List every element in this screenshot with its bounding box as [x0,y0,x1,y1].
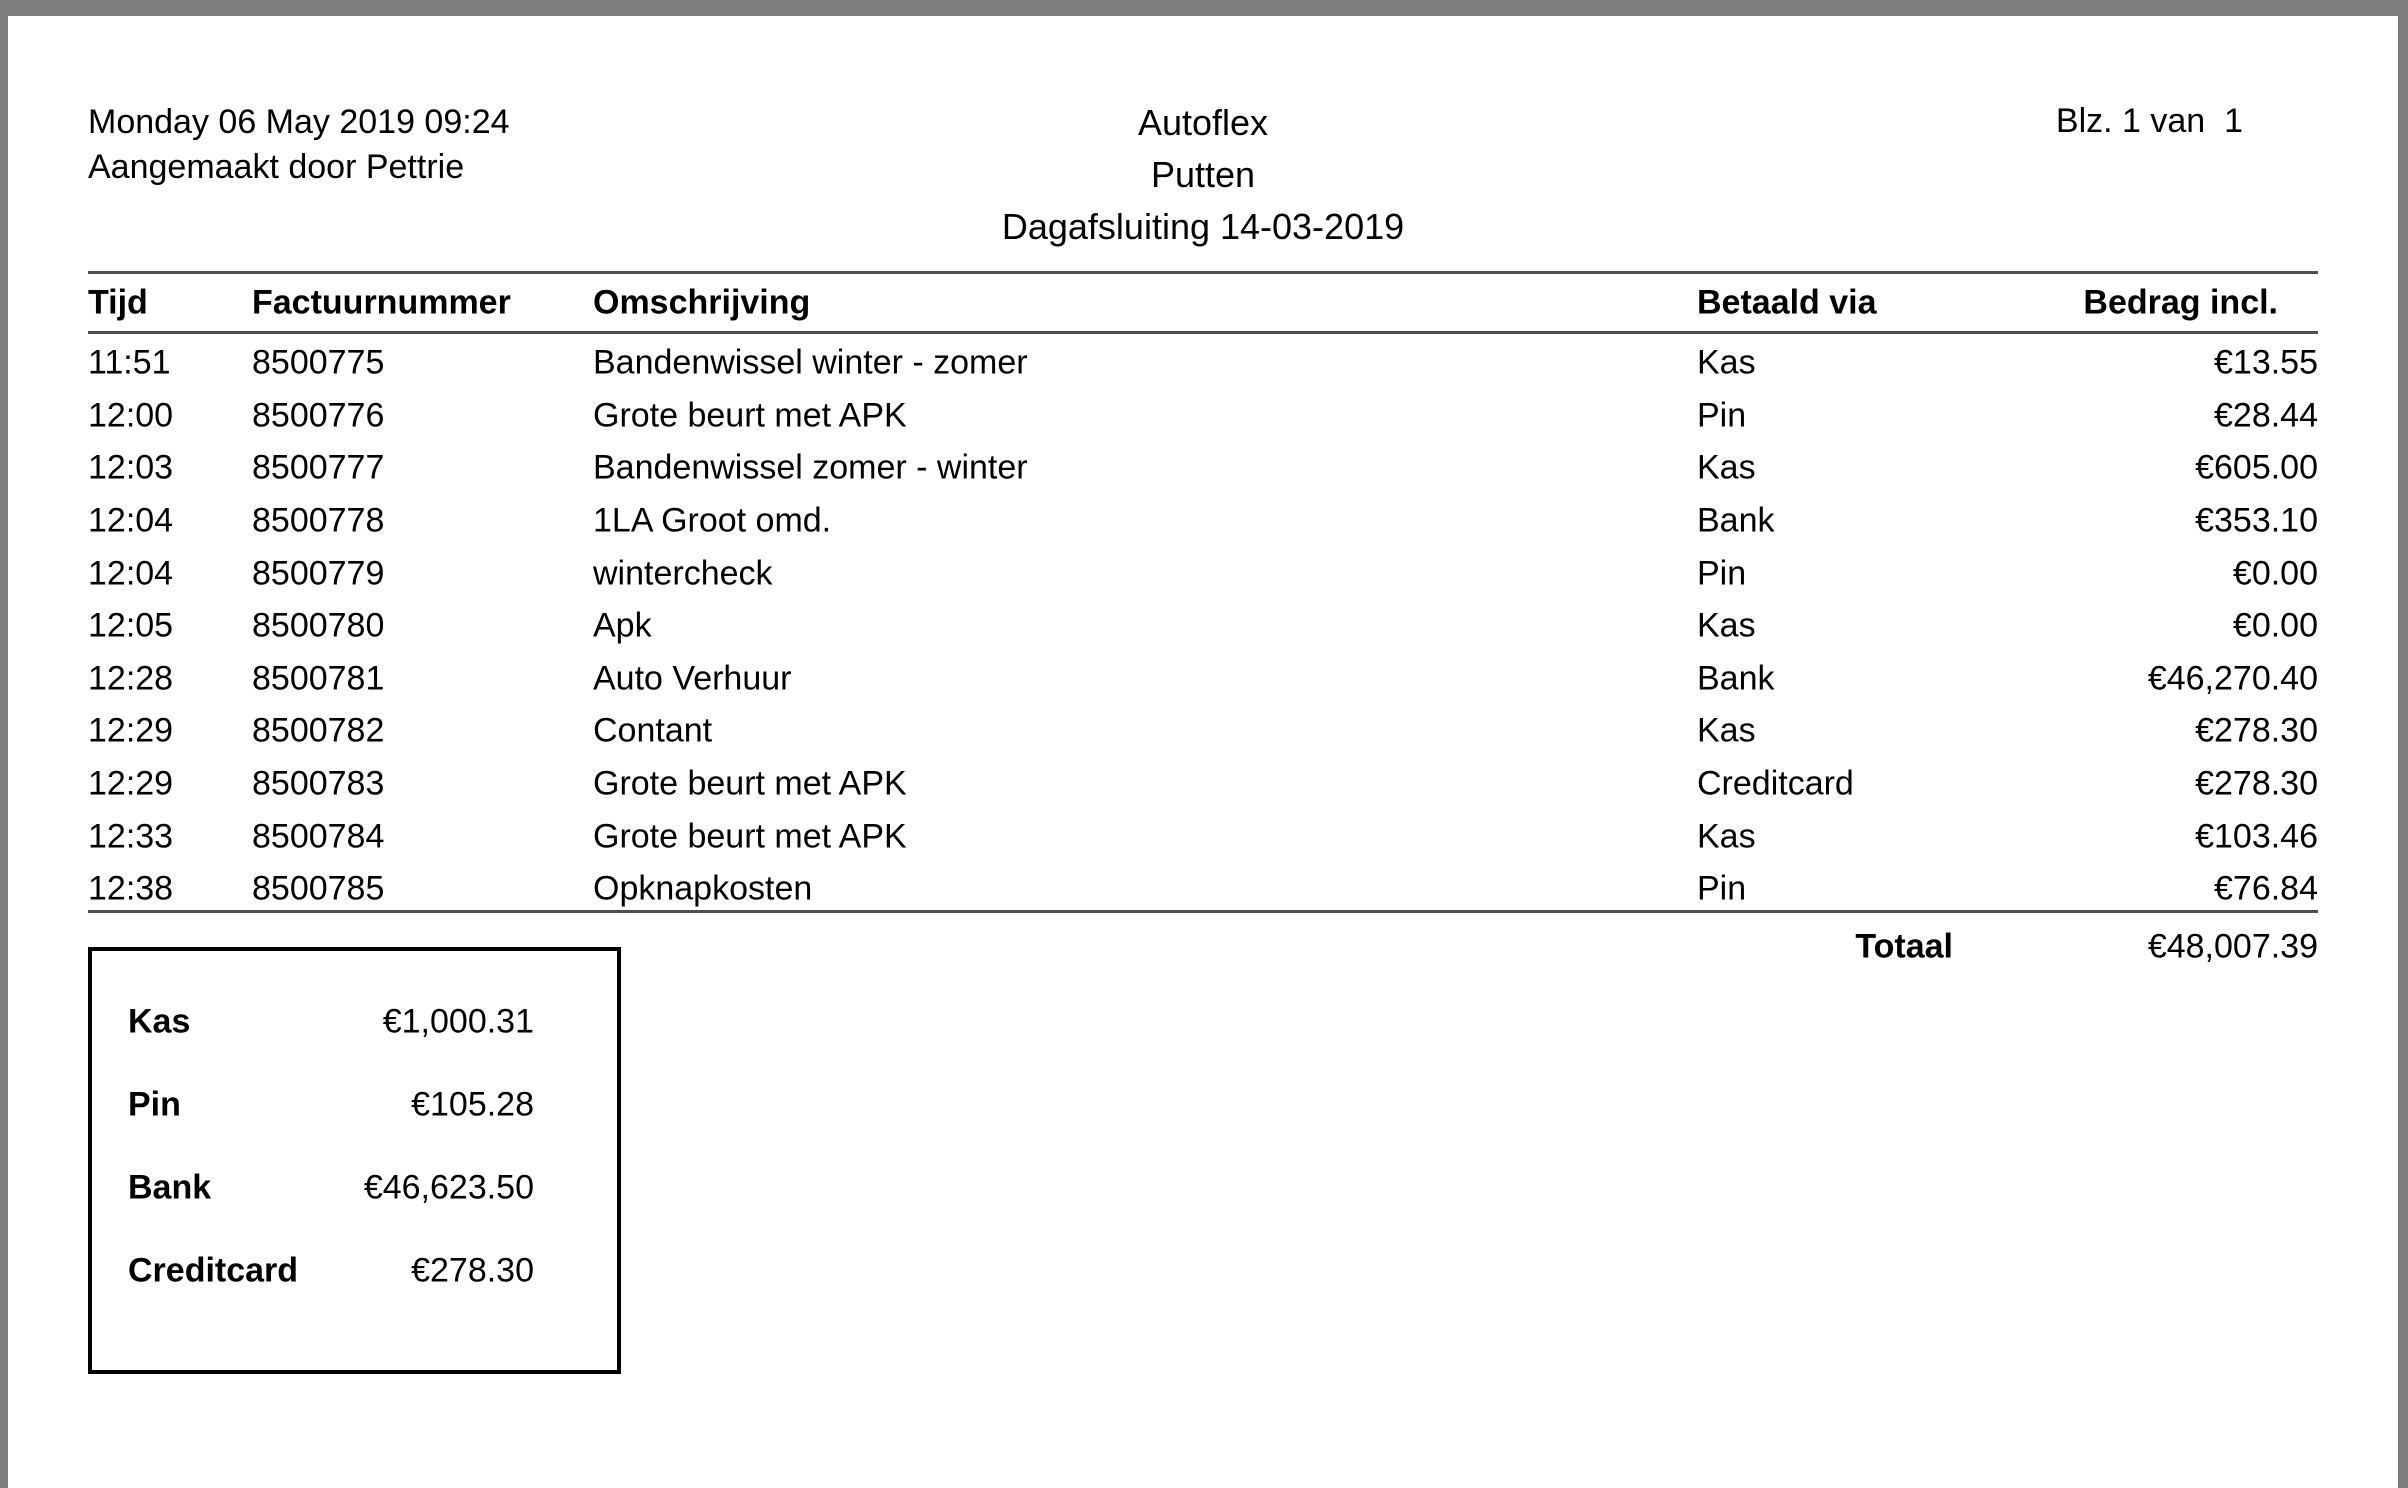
summary-method-value: €105.28 [411,1085,534,1123]
cell-bedrag: €0.00 [2232,554,2318,593]
cell-bedrag: €103.46 [2195,817,2318,856]
summary-method-label: Kas [128,1002,191,1040]
cell-omschrijving: Opknapkosten [593,869,813,908]
cell-betaald-via: Pin [1697,396,1747,435]
cell-bedrag: €278.30 [2195,764,2318,803]
cell-factuurnummer: 8500775 [252,343,385,382]
header-factuurnummer: Factuurnummer [252,283,511,322]
cell-factuurnummer: 8500777 [252,448,385,487]
report-title [88,97,2318,253]
cell-betaald-via: Bank [1697,501,1775,540]
header-tijd: Tijd [88,283,148,322]
company-location: Putten [1150,154,1256,195]
cell-bedrag: €13.55 [2214,343,2318,382]
cell-omschrijving: Bandenwissel winter - zomer [593,343,1028,382]
cell-tijd: 12:04 [88,501,174,540]
table-header-row [88,277,2318,330]
cell-betaald-via: Kas [1697,817,1756,856]
cell-betaald-via: Bank [1697,659,1775,698]
cell-bedrag: €353.10 [2195,501,2318,540]
table-row [88,863,2318,916]
created-by-text: Aangemaakt door Pettrie [88,148,465,186]
cell-tijd: 12:29 [88,711,174,750]
summary-method-label: Creditcard [128,1251,299,1289]
cell-bedrag: €46,270.40 [2147,659,2318,698]
cell-betaald-via: Pin [1697,869,1747,908]
table-row [88,442,2318,495]
header-omschrijving: Omschrijving [593,283,811,322]
cell-betaald-via: Pin [1697,554,1747,593]
cell-factuurnummer: 8500782 [252,711,385,750]
cell-bedrag: €0.00 [2232,606,2318,645]
total-value: €48,007.39 [2147,927,2318,966]
cell-omschrijving: Grote beurt met APK [593,396,907,435]
table-body [88,337,2318,916]
cell-betaald-via: Kas [1697,448,1756,487]
cell-tijd: 12:33 [88,817,174,856]
summary-method-label: Bank [128,1168,212,1206]
summary-row [92,1146,617,1229]
cell-bedrag: €76.84 [2214,869,2318,908]
cell-factuurnummer: 8500784 [252,817,385,856]
cell-bedrag: €605.00 [2195,448,2318,487]
cell-factuurnummer: 8500785 [252,869,385,908]
page-number: Blz. 1 van 1 [2055,102,2243,140]
summary-method-value: €46,623.50 [363,1168,534,1206]
table-row [88,705,2318,758]
table-row [88,810,2318,863]
header-betaald-via: Betaald via [1697,283,1877,322]
cell-tijd: 12:29 [88,764,174,803]
cell-tijd: 11:51 [88,343,171,382]
header-bedrag-incl: Bedrag incl. [2083,283,2278,322]
cell-omschrijving: 1LA Groot omd. [593,501,832,540]
cell-factuurnummer: 8500776 [252,396,385,435]
table-row [88,337,2318,390]
summary-row [92,1063,617,1146]
total-label: Totaal [1855,927,1953,966]
cell-omschrijving: Bandenwissel zomer - winter [593,448,1028,487]
cell-tijd: 12:03 [88,448,174,487]
cell-factuurnummer: 8500781 [252,659,385,698]
cell-factuurnummer: 8500778 [252,501,385,540]
cell-betaald-via: Kas [1697,606,1756,645]
table-row [88,547,2318,600]
summary-row [92,1229,617,1312]
cell-omschrijving: Contant [593,711,713,750]
cell-tijd: 12:38 [88,869,174,908]
summary-method-value: €1,000.31 [382,1002,534,1040]
cell-factuurnummer: 8500783 [252,764,385,803]
cell-omschrijving: Grote beurt met APK [593,817,907,856]
cell-bedrag: €278.30 [2195,711,2318,750]
table-row [88,653,2318,706]
cell-factuurnummer: 8500779 [252,554,385,593]
rule-above-header [88,271,2318,274]
cell-omschrijving: Apk [593,606,652,645]
summary-method-value: €278.30 [411,1251,534,1289]
cell-omschrijving: Grote beurt met APK [593,764,907,803]
cell-betaald-via: Kas [1697,711,1756,750]
generated-at-text: Monday 06 May 2019 09:24 [88,103,510,141]
payment-summary-box [88,947,621,1374]
summary-method-label: Pin [128,1085,181,1123]
cell-bedrag: €28.44 [2214,396,2318,435]
cell-tijd: 12:05 [88,606,174,645]
cell-omschrijving: Auto Verhuur [593,659,792,698]
report-name-date: Dagafsluiting 14-03-2019 [1001,206,1405,247]
document-page [8,16,2398,1488]
table-row [88,390,2318,443]
cell-omschrijving: wintercheck [593,554,773,593]
table-row [88,758,2318,811]
cell-tijd: 12:28 [88,659,174,698]
cell-betaald-via: Kas [1697,343,1756,382]
cell-tijd: 12:00 [88,396,174,435]
table-row [88,495,2318,548]
company-name: Autoflex [1137,102,1269,143]
cell-tijd: 12:04 [88,554,174,593]
rule-below-header [88,331,2318,334]
summary-row [92,980,617,1063]
cell-factuurnummer: 8500780 [252,606,385,645]
table-row [88,600,2318,653]
cell-betaald-via: Creditcard [1697,764,1854,803]
